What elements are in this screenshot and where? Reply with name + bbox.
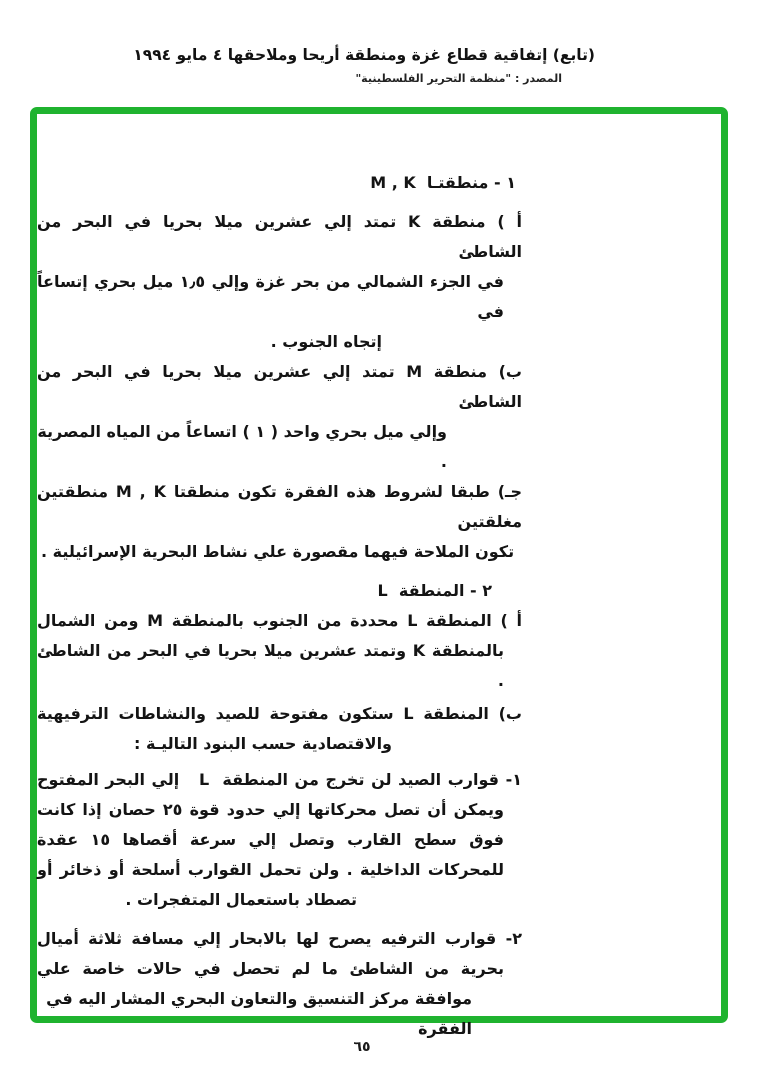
text-line: أ ) المنطقة L محددة من الجنوب بالمنطقة M ومن الشمال xyxy=(37,611,523,630)
text-line: بالمنطقة K وتمتد عشرين ميلا بحريا في البحر من الشاطئ . xyxy=(37,641,504,690)
section-heading-zones-mk: ١ - منطقتـا M , K xyxy=(370,173,516,192)
text-line: في الجزء الشمالي من بحر غزة وإلي ١٫٥ ميل بحري إتساعاً في xyxy=(37,272,505,321)
text-line: إتجاه الجنوب . xyxy=(270,332,382,351)
text-line: ويمكن أن تصل محركاتها إلي حدود قوة ٢٥ حصان إذا كانت xyxy=(37,800,504,819)
document-source: المصدر : "منظمة التحرير الفلسطينية" xyxy=(355,72,562,85)
page-number: ٦٥ xyxy=(353,1039,371,1055)
text-line: تصطاد باستعمال المتفجرات . xyxy=(125,890,357,909)
text-line: بحرية من الشاطئ ما لم تحصل في حالات خاصة علي xyxy=(37,959,504,978)
text-line: ١- قوارب الصيد لن تخرج من المنطقة L إلي البحر المفتوح xyxy=(37,770,522,789)
text-line: أ ) منطقة K تمتد إلي عشرين ميلا بحريا في البحر من الشاطئ xyxy=(37,212,523,261)
text-line: والاقتصادية حسب البنود التاليـة : xyxy=(133,734,392,753)
text-line: ب) منطقة M تمتد إلي عشرين ميلا بحريا في البحر من الشاطئ xyxy=(37,362,522,411)
text-line: جـ) طبقا لشروط هذه الفقرة تكون منطقتا M , K منطقتين مغلقتين xyxy=(37,482,523,531)
page-header xyxy=(0,44,758,86)
text-line: ٢- قوارب الترفيه يصرح لها بالابحار إلي مسافة ثلاثة أميال xyxy=(37,929,522,948)
text-line: تكون الملاحة فيهما مقصورة علي نشاط البحرية الإسرائيلية . xyxy=(41,542,515,561)
text-line: وإلي ميل بحري واحد ( ١ ) اتساعاً من المياه المصرية . xyxy=(37,422,447,471)
text-line: موافقة مركز التنسيق والتعاون البحري المشار اليه في الفقرة xyxy=(46,989,472,1038)
text-line: للمحركات الداخلية . ولن تحمل القوارب أسلحة أو ذخائر أو xyxy=(37,860,504,879)
document-body xyxy=(37,168,522,1044)
section-heading-zone-l: ٢ - المنطقة L xyxy=(377,581,492,600)
text-line: ب) المنطقة L ستكون مفتوحة للصيد والنشاطات الترفيهية xyxy=(37,704,522,723)
document-title: (تابع) إتفاقية قطاع غزة ومنطقة أريحا وملاحقها ٤ مايو ١٩٩٤ xyxy=(133,46,595,64)
document-frame xyxy=(30,107,728,1038)
text-line: فوق سطح القارب وتصل إلي سرعة أقصاها ١٥ عقدة xyxy=(37,830,505,849)
